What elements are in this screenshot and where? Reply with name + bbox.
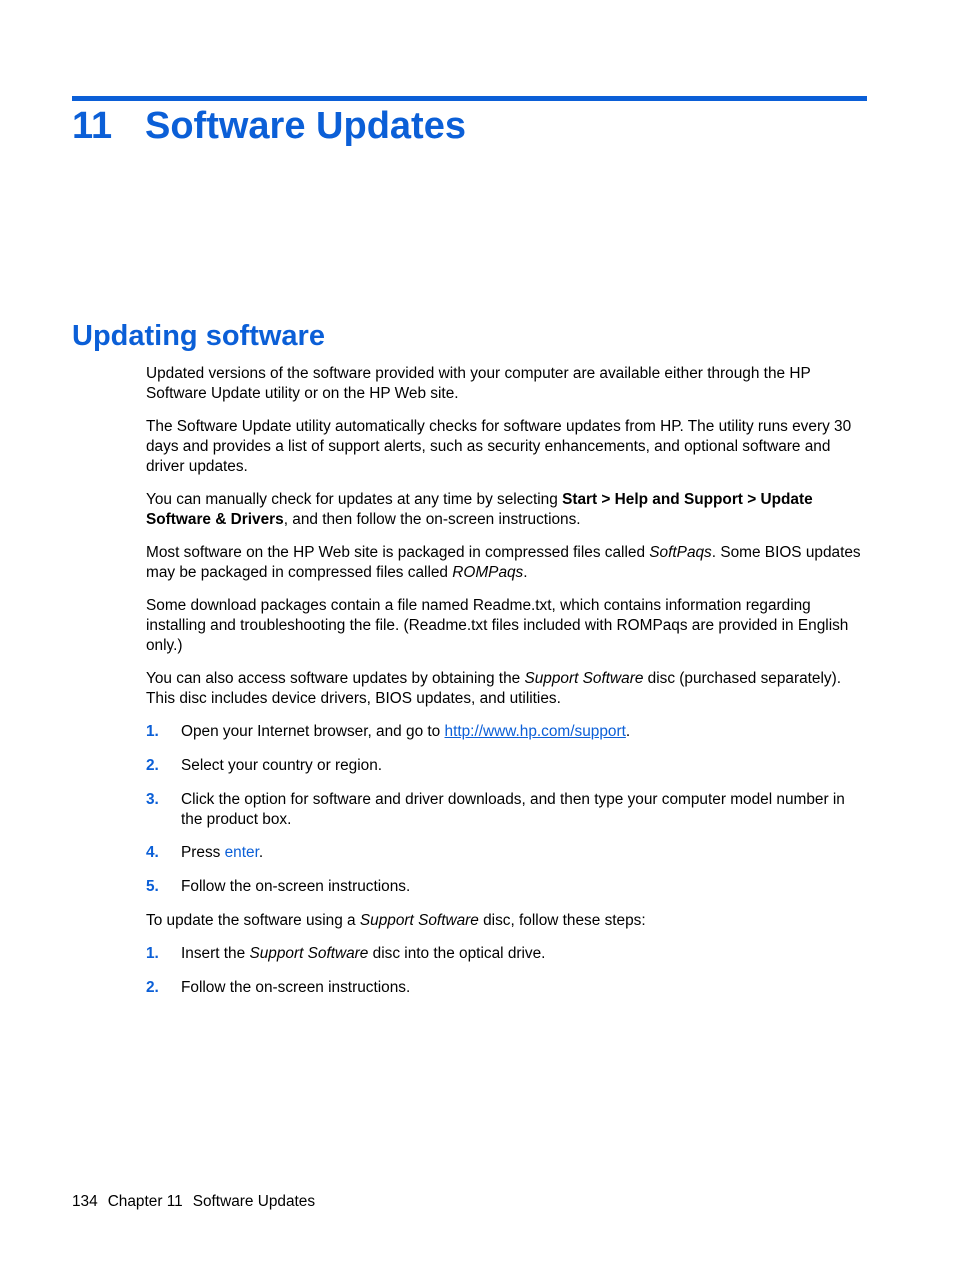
text-span: . bbox=[258, 844, 264, 862]
section-body bbox=[146, 364, 870, 1012]
text-span: disc, follow these steps: bbox=[478, 911, 646, 929]
step-text: Select your country or region. bbox=[181, 756, 383, 774]
support-link[interactable]: http://www.hp.com/support bbox=[444, 723, 626, 741]
step-number: 1. bbox=[146, 945, 159, 963]
paragraph-softpaqs bbox=[146, 543, 870, 583]
term-support-software: Support Software bbox=[524, 670, 644, 688]
step-text bbox=[181, 843, 870, 863]
section-title: Updating software bbox=[72, 320, 325, 352]
text-span: disc into the optical drive. bbox=[368, 945, 546, 963]
list-item bbox=[146, 944, 870, 964]
list-item bbox=[146, 843, 870, 863]
chapter-number: 11 bbox=[72, 105, 113, 147]
step-number: 3. bbox=[146, 790, 159, 808]
enter-key: enter bbox=[224, 844, 259, 862]
text-span: You can also access software updates by obtaining the bbox=[146, 670, 525, 688]
step-text: Click the option for software and driver downloads, and then type your computer model number in the product box. bbox=[181, 790, 845, 828]
chapter-title bbox=[72, 100, 466, 152]
paragraph-readme: Some download packages contain a file named Readme.txt, which contains information regarding installing and troubleshooting the file. (Readme.txt files included with ROMPaqs are provided in English only.) bbox=[146, 597, 849, 654]
step-number: 1. bbox=[146, 723, 159, 741]
text-span: . bbox=[625, 723, 631, 741]
list-item bbox=[146, 756, 870, 776]
step-text: Follow the on-screen instructions. bbox=[181, 979, 411, 997]
menu-path: Start > Help and Support > Update Software & Drivers bbox=[146, 490, 813, 528]
text-span: To update the software using a bbox=[146, 911, 360, 929]
page-number: 134 bbox=[72, 1193, 98, 1210]
footer-chapter: Chapter 11 bbox=[107, 1193, 183, 1210]
web-steps-list bbox=[146, 722, 870, 897]
list-item bbox=[146, 722, 870, 742]
text-span: Most software on the HP Web site is packaged in compressed files called bbox=[146, 544, 650, 562]
text-span: . bbox=[523, 563, 528, 581]
disc-steps-list bbox=[146, 944, 870, 998]
step-text: Follow the on-screen instructions. bbox=[181, 878, 411, 896]
list-item bbox=[146, 978, 870, 998]
text-span: Press bbox=[181, 844, 225, 862]
paragraph-support-disc bbox=[146, 669, 870, 709]
list-item bbox=[146, 790, 870, 830]
list-item bbox=[146, 877, 870, 897]
text-span: disc (purchased separately). This disc includes device drivers, BIOS updates, and utilities. bbox=[146, 670, 841, 707]
step-text bbox=[181, 944, 870, 964]
term-rompaqs: ROMPaqs bbox=[452, 563, 524, 581]
chapter-title-text: Software Updates bbox=[145, 105, 466, 147]
text-span: . Some BIOS updates may be packaged in compressed files called bbox=[146, 544, 861, 581]
paragraph-utility: The Software Update utility automatically checks for software updates from HP. The utility runs every 30 days and provides a list of support alerts, such as security enhancements, and optional software and driver updates. bbox=[146, 418, 852, 475]
term-support-software: Support Software bbox=[249, 945, 369, 963]
term-softpaqs: SoftPaqs bbox=[649, 544, 712, 562]
page-footer bbox=[72, 1192, 325, 1212]
text-span: Insert the bbox=[181, 945, 250, 963]
footer-title: Software Updates bbox=[192, 1193, 316, 1210]
step-number: 4. bbox=[146, 844, 159, 862]
step-number: 2. bbox=[146, 979, 159, 997]
text-span: , and then follow the on-screen instructions. bbox=[283, 510, 581, 528]
step-number: 2. bbox=[146, 756, 159, 774]
paragraph-intro: Updated versions of the software provided with your computer are available either through the HP Software Update utility or on the HP Web site. bbox=[146, 365, 811, 402]
text-span: You can manually check for updates at any time by selecting bbox=[146, 490, 563, 508]
paragraph-disc-steps-intro bbox=[146, 911, 870, 931]
step-text bbox=[181, 722, 870, 742]
term-support-software: Support Software bbox=[359, 911, 479, 929]
text-span: Open your Internet browser, and go to bbox=[181, 723, 445, 741]
step-number: 5. bbox=[146, 878, 159, 896]
paragraph-manual-check bbox=[146, 490, 870, 530]
